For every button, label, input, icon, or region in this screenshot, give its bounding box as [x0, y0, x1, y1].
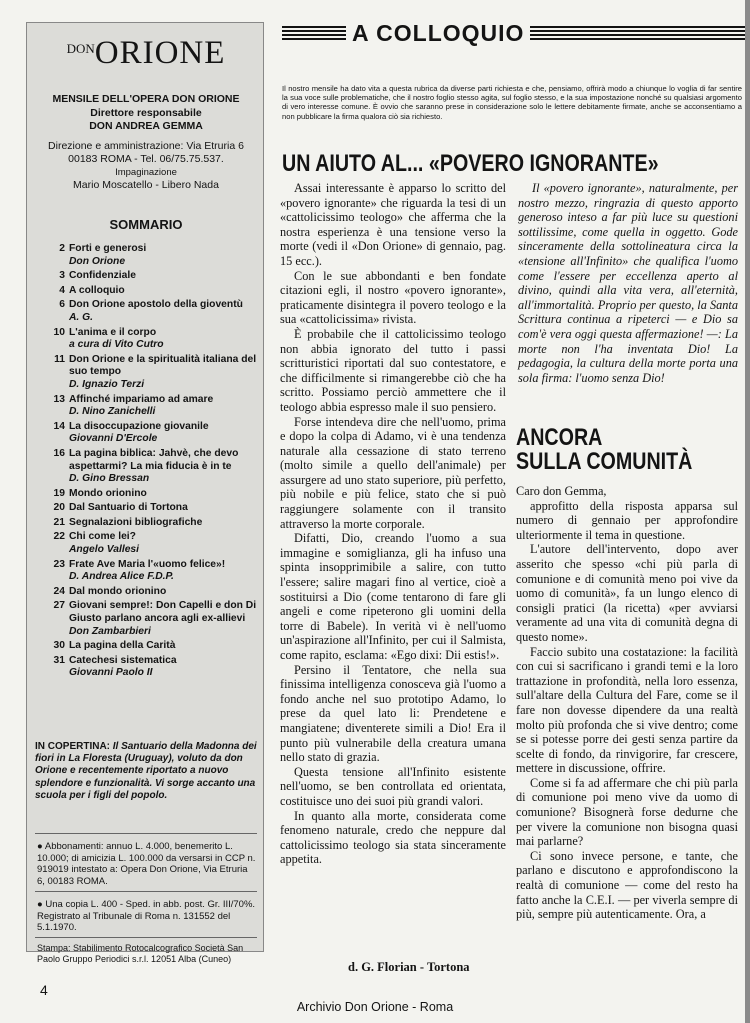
toc-title: Dal Santuario di Tortona: [69, 502, 188, 514]
toc-author: D. Gino Bressan: [69, 473, 150, 485]
toc-author: Giovanni Paolo II: [69, 667, 153, 679]
toc-title: Don Orione apostolo della gioventù: [69, 299, 243, 311]
toc-item: [45, 586, 259, 599]
toc-item: [45, 285, 259, 298]
toc-title: Catechesi sistematica: [69, 654, 177, 666]
toc-title: La disoccupazione giovanile: [69, 420, 209, 432]
toc-item: [45, 502, 259, 515]
toc-author: Giovanni D'Ercole: [69, 433, 158, 445]
toc-title: Giovani sempre!: Don Capelli e don Di Giusto parlano ancora agli ex-allievi: [69, 600, 257, 625]
toc-author: D. Andrea Alice F.D.P.: [69, 571, 174, 583]
toc-item: [45, 559, 259, 584]
toc-item: [45, 394, 259, 419]
toc-item: [45, 243, 259, 268]
salutation: Caro don Gemma,: [516, 484, 607, 498]
article-paragraph: Difatti, Dio, creando l'uomo a sua immagine e somiglianza, gli ha infuso una spinta insopprimibile a salire, con tutto l'essere; salire magari fino al vertice, cioè a sostituirsi a Dio (come tentarono di fare gli angeli e come ripeterono gli uomini della torre di Babele). In verità vi è nell'uomo un'aspirazione all'Infinito, per cui il Salmista, come rapito, esclama: «Ego dixi: Dii estis!».: [280, 531, 506, 662]
article-paragraph: Con le sue abbondanti e ben fondate citazioni egli, il nostro «povero ignorante», praticamente disintegra il povero teologo e la sua «cattolicissima» rivista.: [280, 268, 506, 327]
layout-names: Mario Moscatello - Libero Nada: [73, 179, 219, 191]
info-box: [26, 22, 264, 964]
toc-title: Don Orione e la spiritualità italiana del suo tempo: [69, 353, 257, 378]
toc-item: [45, 488, 259, 501]
table-of-contents: [45, 243, 259, 682]
toc-page-number: 4: [59, 284, 65, 296]
toc-author: Don Zambarbieri: [69, 625, 151, 637]
toc-title: Forti e generosi: [69, 243, 147, 254]
article2-paragraph: Faccio subito una costatazione: la facilità con cui si sacrificano i grandi temi e la loro trattazione in profondità, nella loro essenza, sull'altare della Cultura del Fare, come se il fare non dovesse dipendere da una realtà molto più profonda che si vive dentro; come se si potesse porre dei gesti senza partire da scelte di fondo, da rinvigorire, far crescere, mettere in discussione, offrire.: [516, 644, 738, 776]
toc-item: [45, 299, 259, 324]
divider: [35, 937, 257, 938]
header-rule-right: [530, 26, 750, 42]
toc-title: Segnalazioni bibliografiche: [69, 516, 203, 528]
article-paragraph: Persino il Tentatore, che nella sua finissima intelligenza conosceva già l'uomo a fondo anche nel suo prototipo Adamo, lo prese da quel lato li: Prendetene e mangiatene; diventerete simili a Dio! Era il punto più vulnerabile della creatura umana nello stato di grazia.: [280, 662, 506, 765]
toc-item: [45, 600, 259, 638]
article2-headline: [516, 426, 692, 474]
article-signature: d. G. Florian - Tortona: [348, 960, 470, 974]
article-body-column: [280, 181, 506, 867]
article2-paragraph: L'autore dell'intervento, dopo aver asserito che spesso «chi più parla di comunione e di comunità meno poi vive da uomo di comunità», fa un lungo elenco di consigli pratici (la ricetta) «per avviarsi veramente ad una vita di comunità degna di questo nome».: [516, 542, 738, 644]
toc-item: [45, 354, 259, 392]
article-paragraph: Forse intendeva dire che nell'uomo, prima e dopo la colpa di Adamo, vi è una tendenza naturale alla cessazione di stato terreno (molto simile a quello dell'animale) per assurgere ad uno stato superiore, più perfetto, più nobile e più felice, stato che si può raggiungere solamente con il transito attraverso la morte corporale.: [280, 414, 506, 531]
toc-title: Dal mondo orionino: [69, 585, 167, 597]
divider: [35, 891, 257, 892]
toc-item: [45, 517, 259, 530]
toc-page-number: 14: [53, 420, 65, 432]
divider: [35, 833, 257, 834]
toc-title: Mondo orionino: [69, 487, 147, 499]
layout-label: Impaginazione: [115, 167, 177, 178]
masthead-don: DON: [66, 41, 95, 56]
article-headline: UN AIUTO AL... «POVERO IGNORANTE»: [282, 150, 659, 177]
article2-paragraph: approfitto della risposta apparsa sul numero di gennaio per approfondire ulteriormente il tema in questione.: [516, 498, 738, 542]
masthead-logo: [27, 35, 265, 72]
article2-paragraph: Ci sono invece persone, e tante, che parlano e discutono e approfondiscono la realtà di comunione — come del resto ha fatto anche la C.E.I. — per viverla sempre di più, sempre più autenticamente. Ora, a: [516, 848, 738, 922]
toc-page-number: 2: [59, 243, 65, 254]
toc-page-number: 21: [53, 516, 65, 528]
article-paragraph: È probabile che il cattolicissimo teologo non abbia ignorato del tutto i passi scritturistici riportati dal suo contestatore, e che difficilmente si rimangerebbe ciò che ha scritto. Possiamo perciò ammettere che il teologo abbia espresso male il suo pensiero.: [280, 326, 506, 414]
toc-author: Angelo Vallesi: [69, 544, 140, 556]
toc-title: Frate Ave Maria l'«uomo felice»!: [69, 558, 226, 570]
article2-paragraph: Come si fa ad affermare che chi più parla di comunione poi meno vive da uomo di comunione? Bisognerà forse dedurne che per vivere la comunione non bisogna quasi mai parlarne?: [516, 775, 738, 849]
article-paragraph: Assai interessante è apparso lo scritto del «povero ignorante» che riguarda la tesi di un «cattolicissimo teologo» che afferma che la nostra esperienza è una tensione verso la morte (vedi il «Don Orione» di gennaio, pag. 15 ecc.).: [280, 181, 506, 268]
toc-page-number: 30: [53, 640, 65, 652]
toc-page-number: 24: [53, 585, 65, 597]
toc-author: D. Nino Zanichelli: [69, 406, 156, 418]
toc-author: Don Orione: [69, 255, 126, 267]
cover-caption: [35, 741, 259, 802]
toc-page-number: 31: [53, 654, 65, 666]
toc-title: L'anima e il corpo: [69, 326, 157, 338]
toc-item: [45, 640, 259, 653]
toc-author: a cura di Vito Cutro: [69, 339, 164, 351]
toc-page-number: 22: [53, 531, 65, 543]
scan-edge: [745, 0, 750, 1023]
toc-author: A. G.: [69, 311, 94, 323]
subscription-info: ● Abbonamenti: annuo L. 4.000, benemerito L. 10.000; di amicizia L. 100.000 da versarsi in CCP n. 919019 intestato a: Opera Don Orione, Via Etruria 6, 00183 ROMA.: [37, 841, 256, 887]
toc-item: [45, 421, 259, 446]
admin-line-1: Direzione e amministrazione: Via Etruria 6: [48, 140, 244, 152]
article-paragraph: Questa tensione all'Infinito esistente nell'uomo, se ben controllata ed orientata, costituisce uno dei suoi più grandi valori.: [280, 764, 506, 808]
rubric-title: A COLLOQUIO: [352, 20, 525, 46]
printer-info: Stampa: Stabilimento Rotocalcografico Società San Paolo Gruppo Periodici s.r.l. 12051 Alba (Cuneo): [37, 943, 244, 964]
toc-author: D. Ignazio Terzi: [69, 378, 145, 390]
archive-caption: Archivio Don Orione - Roma: [296, 1000, 454, 1014]
toc-page-number: 20: [53, 502, 65, 514]
toc-page-number: 10: [53, 326, 65, 338]
header-rule-left: [282, 26, 346, 42]
toc-title: La pagina biblica: Jahvè, che devo aspettarmi? La mia fiducia è in te: [69, 447, 239, 472]
toc-page-number: 11: [54, 353, 65, 365]
toc-item: [45, 448, 259, 486]
cover-label: IN COPERTINA:: [35, 741, 110, 752]
director-name: DON ANDREA GEMMA: [89, 120, 203, 132]
toc-page-number: 13: [53, 393, 65, 405]
headline-line: ANCORA: [516, 424, 603, 451]
copy-price-info: ● Una copia L. 400 - Sped. in abb. post. Gr. III/70%. Registrato al Tribunale di Roma n. 131552 del 5.1.1970.: [37, 899, 256, 933]
toc-item: [45, 327, 259, 352]
toc-page-number: 27: [53, 600, 65, 612]
toc-page-number: 3: [59, 270, 65, 282]
director-label: Direttore responsabile: [90, 107, 202, 119]
toc-title: Affinché impariamo ad amare: [69, 393, 214, 405]
rubric-intro: Il nostro mensile ha dato vita a questa rubrica da diverse parti richiesta e che, pensiamo, offrirà modo a chiunque lo voglia di far sentire la sua voce sulle problematiche, che il nostro foglio stesso agita, sul foglio stesso, e la sua impostazione nonché su qualsiasi argomento di vero interesse comune. È ovvio che saranno prese in considerazione solo le lettere debitamente firmate, anche se acconsentiamo a non pubblicare la firma qualora ciò sia richiesto.: [282, 84, 742, 121]
editor-reply: [518, 181, 738, 385]
toc-page-number: 19: [53, 487, 65, 499]
toc-title: Confidenziale: [69, 270, 136, 282]
article-paragraph: In quanto alla morte, considerata come fenomeno naturale, credo che neppure dal cattolicissimo teologo sia stata sinceramente appetita.: [280, 808, 506, 867]
masthead-orione: ORIONE: [94, 35, 226, 71]
article2-body: [516, 484, 738, 922]
toc-page-number: 23: [53, 558, 65, 570]
toc-title: La pagina della Carità: [69, 640, 176, 652]
toc-item: [45, 270, 259, 283]
toc-page-number: 6: [59, 299, 65, 311]
headline-line: SULLA COMUNITÀ: [516, 448, 693, 475]
page-number: 4: [40, 982, 48, 998]
toc-item: [45, 531, 259, 556]
toc-title: Chi come lei?: [69, 531, 136, 543]
toc-item: [45, 655, 259, 680]
publication-subtitle: MENSILE DELL'OPERA DON ORIONE: [52, 93, 240, 105]
toc-page-number: 16: [53, 447, 65, 459]
reply-paragraph: Il «povero ignorante», naturalmente, per nostro mezzo, ringrazia di questo apporto generoso inteso a far più luce su questioni sottilissime, come quella in oggetto. Gode sinceramente della sottolineatura circa la «tensione all'Infinito» che qualifica l'uomo come l'essere per eccellenza aperto al divino, quindi alla vita vera, all'eternità, all'immortalità. Proprio per questo, la Santa Scrittura continua a ripeterci — e Dio sa com'è vera oggi questa affermazione! —: La morte non l'ha inventata Dio! La pedagogia, la cultura della morte porta una sola firma: l'uomo senza Dio!: [518, 181, 738, 385]
sommario-title: SOMMARIO: [109, 217, 183, 232]
admin-line-2: 00183 ROMA - Tel. 06/75.75.537.: [68, 153, 224, 165]
cover-text: Il Santuario della Madonna dei fiori in La Floresta (Uruguay), voluto da don Orione e recentemente riportato a nuovo splendore e funzionalità. Vi sorge accanto una scuola per i figli del popolo.: [35, 741, 257, 801]
toc-title: A colloquio: [69, 284, 125, 296]
